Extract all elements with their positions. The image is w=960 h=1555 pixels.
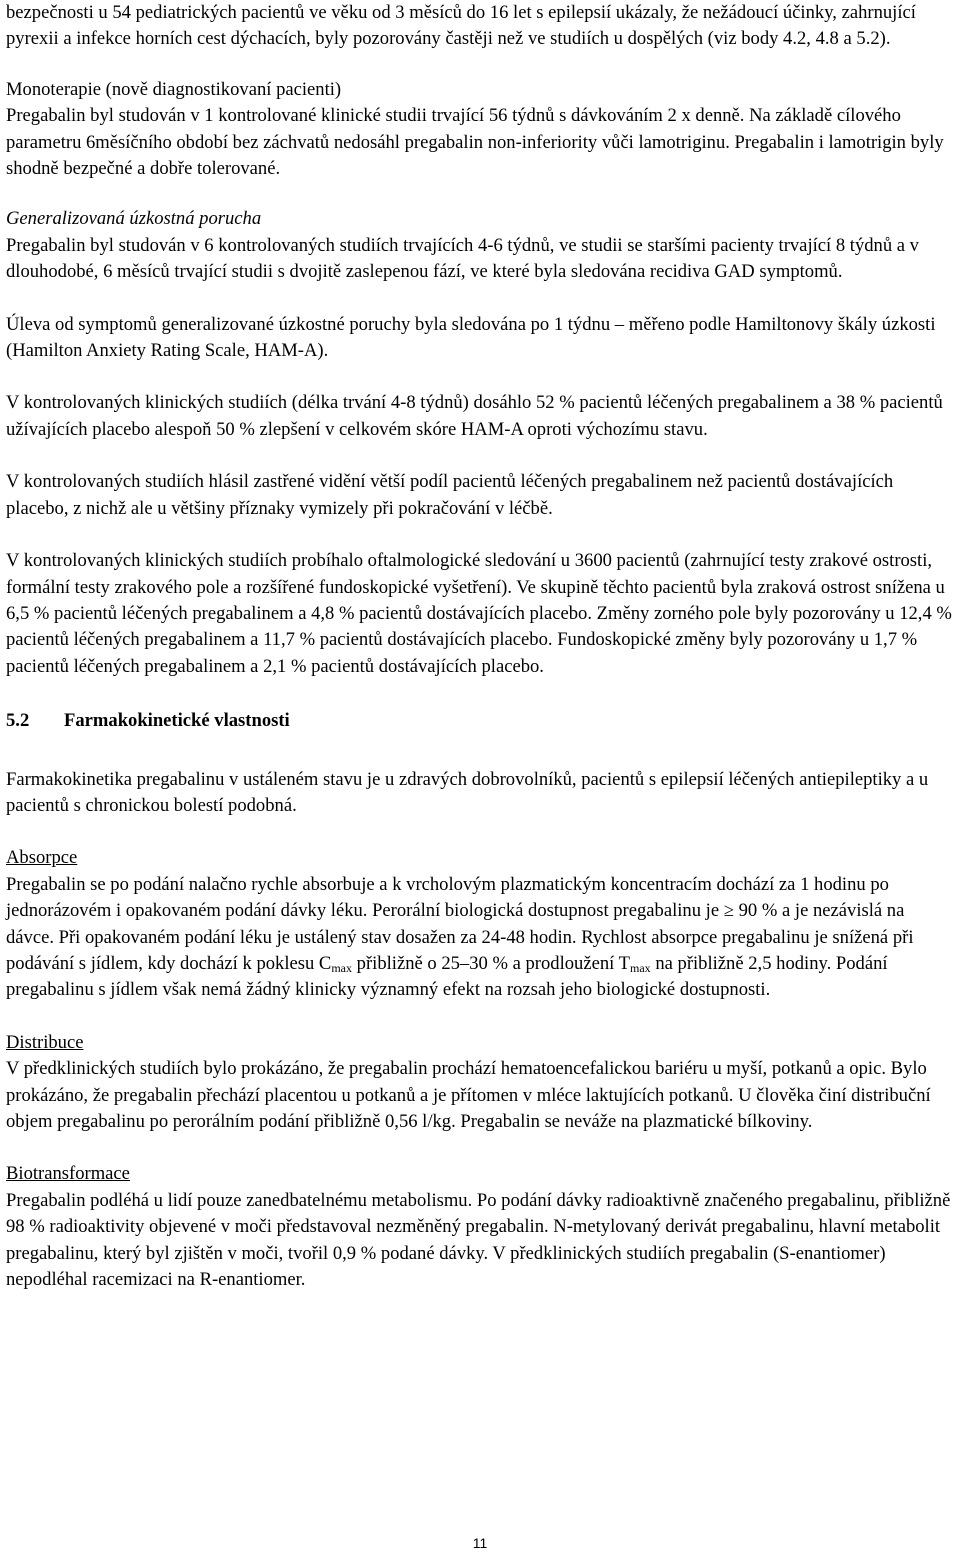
greater-equal-symbol: ≥ [723, 900, 734, 922]
gad-paragraph-4: V kontrolovaných studiích hlásil zastřené vidění větší podíl pacientů léčených pregabalinem než pacientů dostávajících placebo, z nichž ale u většiny příznaky vymizely při pokračování v léčbě. [6, 471, 894, 519]
section-intro: Farmakokinetika pregabalinu v ustáleném stavu je u zdravých dobrovolníků, pacientů s epilepsií léčených antiepileptiky a u pacientů s chronickou bolestí podobná. [6, 768, 929, 816]
section-title: Farmakokinetické vlastnosti [64, 710, 290, 732]
gad-paragraph-3: V kontrolovaných klinických studiích (délka trvání 4-8 týdnů) dosáhlo 52 % pacientů léčených pregabalinem a 38 % pacientů užívajících placebo alespoň 50 % zlepšení v celkovém skóre HAM-A oproti výchozímu stavu. [6, 392, 943, 440]
document-page [6, 0, 956, 1293]
absorption-text-2: 90 % a je nezávislá na dávce. Při opakovaném podání léku je ustálený stav dosažen za 24-48 hodin. Rychlost absorpce pregabalinu je snížená při podávání s jídlem, kdy dochází k poklesu C [6, 900, 914, 974]
section-number: 5.2 [6, 710, 30, 732]
absorption-text-1: Pregabalin se po podání nalačno rychle absorbuje a k vrcholovým plazmatickým koncentracím dochází za 1 hodinu po jednorázovém i opakovaném podání dávky léku. Perorální biologická dostupnost pregabalinu je [6, 873, 889, 922]
absorption-title: Absorpce [6, 847, 78, 869]
absorption-text-3: přibližně o 25–30 % a prodloužení T [352, 952, 630, 974]
absorption-text-4: na přibližně 2,5 hodiny. Podání pregabalinu s jídlem však nemá žádný klinicky významný efekt na rozsah jeho biologické dostupnosti. [6, 952, 888, 1001]
gad-paragraph-1: Pregabalin byl studován v 6 kontrolovaných studiích trvajících 4-6 týdnů, ve studii se staršími pacienty trvající 8 týdnů a v dlouhodobé, 6 měsíců trvající studii s dvojitě zaslepenou fází, ve které byla sledována recidiva GAD symptomů. [6, 234, 919, 283]
distribution-title: Distribuce [6, 1031, 84, 1053]
monotherapy-title: Monoterapie (nově diagnostikovaní pacienti) [6, 78, 342, 100]
absorption-paragraph [6, 872, 956, 1004]
section-heading [6, 708, 956, 734]
gad-paragraph-5: V kontrolovaných klinických studiích probíhalo oftalmologické sledování u 3600 pacientů (zahrnující testy zrakové ostrosti, formální testy zrakového pole a rozšířené fundoskopické vyšetření). Ve skupině těchto pacientů byla zraková ostrost snížena u 6,5 % pacientů léčených pregabalinem a 4,8 % pacientů dostávajících placebo. Změny zorného pole byly pozorovány u 12,4 % pacientů léčených pregabalinem a 11,7 % pacientů dostávajících placebo. Fundoskopické změny byly pozorovány u 1,7 % pacientů léčených pregabalinem a 2,1 % pacientů dostávajících placebo. [6, 550, 952, 677]
biotransformation-title: Biotransformace [6, 1163, 130, 1185]
gad-title: Generalizovaná úzkostná porucha [6, 208, 262, 230]
gad-paragraph-2: Úleva od symptomů generalizované úzkostné poruchy byla sledována po 1 týdnu – měřeno podle Hamiltonovy škály úzkosti (Hamilton Anxiety Rating Scale, HAM-A). [6, 313, 936, 362]
page-number: 11 [472, 1535, 488, 1551]
distribution-paragraph: V předklinických studiích bylo prokázáno, že pregabalin prochází hematoencefalickou bariéru u myší, potkanů a opic. Bylo prokázáno, že pregabalin přechází placentou u potkanů a je přítomen v mléce laktujících potkanů. U člověka činí distribuční objem pregabalinu po perorálním podání přibližně 0,56 l/kg. Pregabalin se neváže na plazmatické bílkoviny. [6, 1058, 931, 1132]
monotherapy-block [6, 77, 956, 183]
distribution-block [6, 1030, 956, 1136]
biotransformation-block [6, 1161, 956, 1293]
intro-paragraph: bezpečnosti u 54 pediatrických pacientů ve věku od 3 měsíců do 16 let s epilepsií ukázaly, že nežádoucí účinky, zahrnující pyrexii a infekce horních cest dýchacích, byly pozorovány častěji než ve studiích u dospělých (viz body 4.2, 4.8 a 5.2). [6, 2, 916, 50]
gad-block [6, 206, 956, 285]
biotransformation-paragraph: Pregabalin podléhá u lidí pouze zanedbatelnému metabolismu. Po podání dávky radioaktivně značeného pregabalinu, přibližně 98 % radioaktivity objevené v moči představoval nezměněný pregabalin. N-metylovaný derivát pregabalinu, hlavní metabolit pregabalinu, který byl zjištěn v moči, tvořil 0,9 % podané dávky. V předklinických studiích pregabalin (S-enantiomer) nepodléhal racemizaci na R-enantiomer. [6, 1189, 951, 1291]
absorption-block [6, 845, 956, 1003]
cmax-subscript: max [331, 960, 353, 975]
tmax-subscript: max [630, 960, 651, 975]
monotherapy-paragraph: Pregabalin byl studován v 1 kontrolované klinické studii trvající 56 týdnů s dávkováním 2 x denně. Na základě cílového parametru 6měsíčního období bez záchvatů nedosáhl pregabalin non-inferiority vůči lamotriginu. Pregabalin i lamotrigin byly shodně bezpečné a dobře tolerované. [6, 105, 944, 180]
